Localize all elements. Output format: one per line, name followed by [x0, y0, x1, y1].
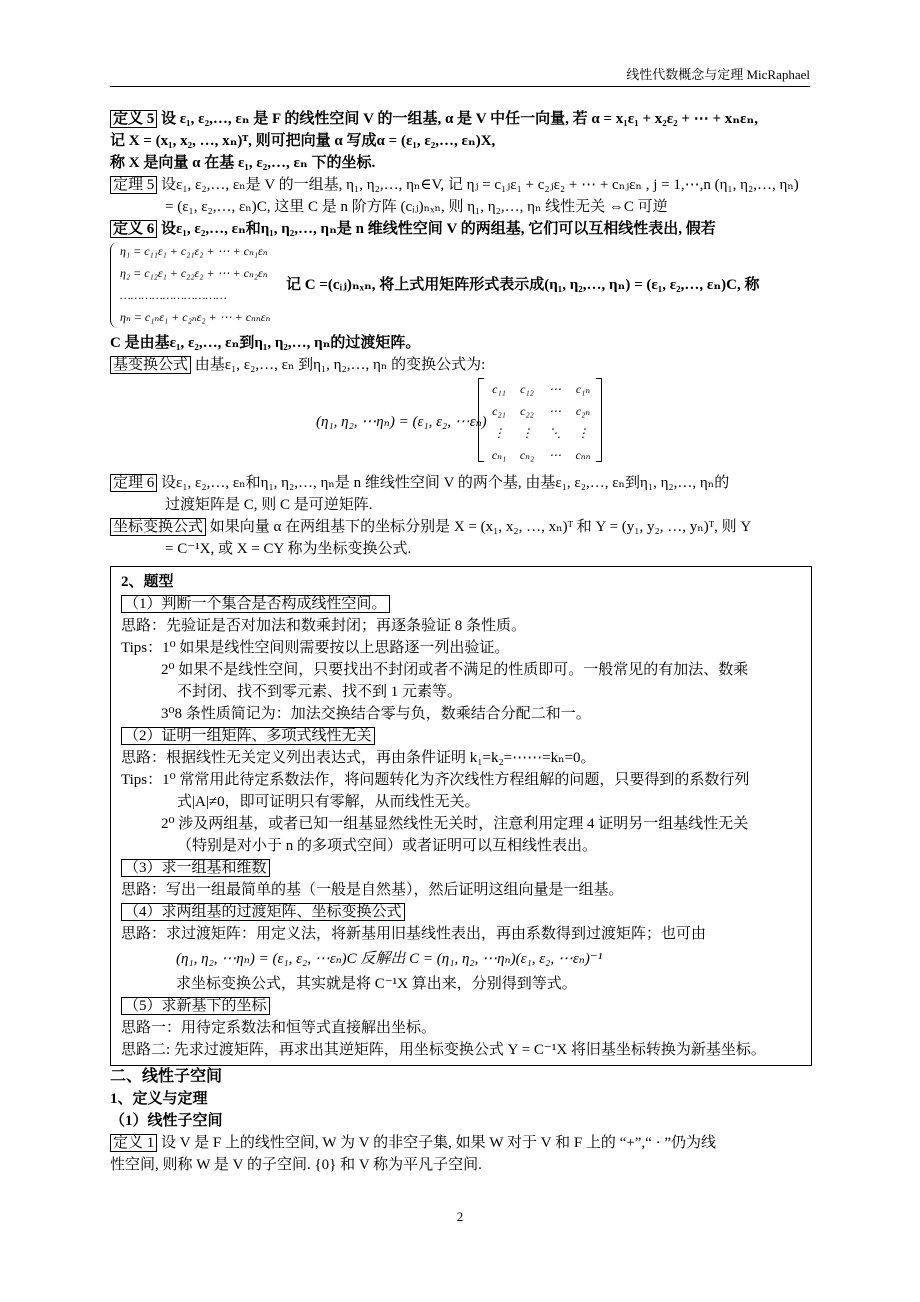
problem-4-formula: (η₁, η₂, ⋯ηₙ) = (ε₁, ε₂, ⋯εₙ)C 反解出 C = (η₁, η₂, ⋯ηₙ)(ε₁, ε₂, ⋯εₙ)⁻¹: [176, 951, 603, 967]
matrix-row: [485, 378, 597, 400]
basis-change-label: 基变换公式: [110, 356, 191, 374]
problem-2-title: （2）证明一组矩阵、多项式线性无关: [121, 727, 375, 745]
matrix-cell: c₁₂: [520, 382, 534, 396]
problem-1-tip-2a: 2⁰ 如果不是线性空间，只要找出不封闭或者不满足的性质即可。一般常见的有加法、数乘: [161, 662, 749, 678]
subspace-def1-line2: 性空间, 则称 W 是 V 的子空间. {0} 和 V 称为平凡子空间.: [110, 1157, 482, 1173]
matrix-cell: c₂₁: [492, 404, 506, 418]
problem-2-tip-1a: Tips：1⁰ 常常用此待定系数法作，将问题转化为齐次线性方程组解的问题，只要得到的系数行列: [121, 772, 750, 788]
thm5-line1: [110, 174, 812, 196]
problem-1-tip-1: Tips：1⁰ 如果是线性空间则需要按以上思路逐一列出验证。: [121, 640, 510, 656]
matrix-cell: cₙ₁: [491, 448, 507, 462]
problem-2-tip-1b: 式|A|≠0，即可证明只有零解，从而线性无关。: [177, 794, 480, 810]
coord-change-line2: = C⁻¹X, 或 X = CY 称为坐标变换公式.: [165, 541, 412, 557]
matrix-cell: ⋮: [577, 426, 589, 440]
matrix-cell: ⋯: [549, 404, 561, 418]
matrix-table: [485, 378, 597, 466]
def6-line3: C 是由基ε₁, ε₂,…, εₙ到η₁, η₂,…, ηₙ的过渡矩阵。: [110, 335, 421, 351]
matrix-cell: ⋯: [549, 382, 561, 396]
matrix-cell: ⋯: [549, 448, 561, 462]
problem-2-tip-2a: 2⁰ 涉及两组基，或者已知一组基显然线性无关时，注意利用定理 4 证明另一组基线性无关: [161, 816, 749, 832]
matrix-cell: ⋱: [549, 426, 561, 440]
problem-1-title: （1）判断一个集合是否构成线性空间。: [121, 595, 390, 613]
matrix-cell: cₙₙ: [575, 448, 591, 462]
problem-types-box: [110, 566, 812, 1066]
coefficient-matrix: [478, 378, 602, 462]
matrix-cell: c₁ₙ: [575, 382, 591, 396]
problem-2-tip-2b: （特别是对小于 n 的多项式空间）或者证明可以互相线性表出。: [177, 838, 598, 854]
left-brace: [110, 242, 119, 328]
problem-1-tip-3: 3⁰8 条性质简记为：加法交换结合零与负，数乘结合分配二和一。: [161, 706, 591, 722]
matrix-cell: c₂₂: [520, 404, 534, 418]
problem-3-title: （3）求一组基和维数: [121, 859, 270, 877]
matrix-row: [485, 400, 597, 422]
def6-eq-2: η₂ = c₁₂ε₁ + c₂₂ε₂ + ⋯ + cₙ₂εₙ: [120, 266, 268, 280]
problem-1-tip-2b: 不封闭、找不到零元素、找不到 1 元素等。: [177, 684, 463, 700]
coord-change-label: 坐标变换公式: [110, 518, 206, 536]
matrix-cell: ⋮: [493, 426, 505, 440]
problem-2-idea: 思路：根据线性无关定义列出表达式，再由条件证明 k₁=k₂=⋯⋯=kₙ=0。: [121, 750, 596, 766]
thm6-line1: [110, 472, 812, 494]
thm5-text1: 设ε₁, ε₂,…, εₙ是 V 的一组基, η₁, η₂,…, ηₙ∈V, 记 ηⱼ = c₁ⱼε₁ + c₂ⱼε₂ + ⋯ + cₙⱼεₙ , j = 1,⋯,n (η₁, η₂,…, ηₙ): [161, 177, 799, 193]
thm5-label: 定理 5: [110, 176, 157, 194]
page-header: [110, 64, 810, 87]
problem-4-title: （4）求两组基的过渡矩阵、坐标变换公式: [121, 903, 405, 921]
coord-change-line1: [110, 516, 812, 538]
matrix-cell: cₙ₂: [519, 448, 535, 462]
formula-lhs: (η₁, η₂, ⋯ηₙ) = (ε₁, ε₂, ⋯εₙ): [316, 414, 487, 430]
problem-4-coord: 求坐标变换公式，其实就是将 C⁻¹X 算出来，分别得到等式。: [176, 976, 577, 992]
section-2-sub2: （1）线性子空间: [110, 1113, 223, 1129]
def6-rhs-text: 记 C =(cᵢⱼ)ₙₓₙ, 将上式用矩阵形式表示成(η₁, η₂,…, ηₙ) = (ε₁, ε₂,…, εₙ)C, 称: [286, 277, 760, 293]
page-number: 2: [456, 1209, 464, 1224]
matrix-row: [485, 422, 597, 444]
coord-change-text1: 如果向量 α 在两组基下的坐标分别是 X = (x₁, x₂, …, xₙ)ᵀ 和 Y = (y₁, y₂, …, yₙ)ᵀ, 则 Y: [209, 519, 752, 535]
def6-eq-n: ηₙ = c₁ₙε₁ + c₂ₙε₂ + ⋯ + cₙₙεₙ: [120, 310, 271, 324]
problem-3-idea: 思路：写出一组最简单的基（一般是自然基），然后证明这组向量是一组基。: [121, 882, 624, 898]
def6-text1: 设ε₁, ε₂,…, εₙ和η₁, η₂,…, ηₙ是 n 维线性空间 V 的两组基, 它们可以互相线性表出, 假若: [161, 221, 716, 237]
thm6-line2: 过渡矩阵是 C, 则 C 是可逆矩阵.: [165, 497, 373, 513]
def5-line1: [110, 108, 812, 130]
subspace-def1-line1: [110, 1132, 812, 1154]
matrix-cell: ⋮: [521, 426, 533, 440]
basis-change-formula: [110, 378, 812, 466]
problem-1-idea: 思路：先验证是否对加法和数乘封闭；再逐条验证 8 条性质。: [121, 618, 527, 634]
thm6-text1: 设ε₁, ε₂,…, εₙ和η₁, η₂,…, ηₙ是 n 维线性空间 V 的两个基, 由基ε₁, ε₂,…, εₙ到η₁, η₂,…, ηₙ的: [161, 475, 730, 491]
problem-4-idea: 思路：求过渡矩阵：用定义法，将新基用旧基线性表出，再由系数得到过渡矩阵；也可由: [121, 926, 707, 942]
def5-label: 定义 5: [110, 110, 157, 128]
basis-change-line1: [110, 354, 812, 376]
def6-line1: [110, 218, 812, 240]
thm5-line2: = (ε₁, ε₂,…, εₙ)C, 这里 C 是 n 阶方阵 (cᵢⱼ)ₙₓₙ, 则 η₁, η₂,…, ηₙ 线性无关 ⇔C 可逆: [165, 199, 668, 215]
section-2-title: 二、线性子空间: [110, 1068, 223, 1085]
subspace-def1-text1: 设 V 是 F 上的线性空间, W 为 V 的非空子集, 如果 W 对于 V 和 F 上的 “+”,“ · ”仍为线: [161, 1135, 716, 1151]
header-title: 线性代数概念与定理 MicRaphael: [626, 67, 810, 82]
def6-label: 定义 6: [110, 220, 157, 238]
problem-types-heading: 2、题型: [121, 574, 174, 590]
matrix-cell: c₁₁: [492, 382, 506, 396]
subspace-def1-label: 定义 1: [110, 1134, 157, 1152]
def5-text1: 设 ε₁, ε₂,…, εₙ 是 F 的线性空间 V 的一组基, α 是 V 中任一向量, 若 α = x₁ε₁ + x₂ε₂ + ⋯ + xₙεₙ,: [161, 111, 758, 127]
def5-line2: 记 X = (x₁, x₂, …, xₙ)ᵀ, 则可把向量 α 写成α = (ε₁, ε₂,…, εₙ)X,: [110, 133, 496, 149]
page-content: [110, 108, 812, 1176]
problem-5-idea-2: 思路二: 先求过渡矩阵，再求出其逆矩阵，用坐标变换公式 Y = C⁻¹X 将旧基坐标转换为新基坐标。: [121, 1042, 766, 1058]
def6-equations: [120, 240, 270, 328]
matrix-row: [485, 444, 597, 466]
problem-5-title: （5）求新基下的坐标: [121, 997, 270, 1015]
def6-eq-1: η₁ = c₁₁ε₁ + c₂₁ε₂ + ⋯ + cₙ₁εₙ: [120, 244, 268, 258]
problem-5-idea-1: 思路一：用待定系数法和恒等式直接解出坐标。: [121, 1020, 437, 1036]
basis-change-text1: 由基ε₁, ε₂,…, εₙ 到η₁, η₂,…, ηₙ 的变换公式为:: [194, 357, 486, 373]
def6-equation-system: [110, 240, 812, 332]
matrix-cell: c₂ₙ: [575, 404, 591, 418]
def5-line3: 称 X 是向量 α 在基 ε₁, ε₂,…, εₙ 下的坐标.: [110, 155, 376, 171]
section-2-sub1: 1、定义与定理: [110, 1091, 208, 1107]
def6-eq-dots: …………………………: [120, 288, 227, 302]
thm6-label: 定理 6: [110, 474, 157, 492]
